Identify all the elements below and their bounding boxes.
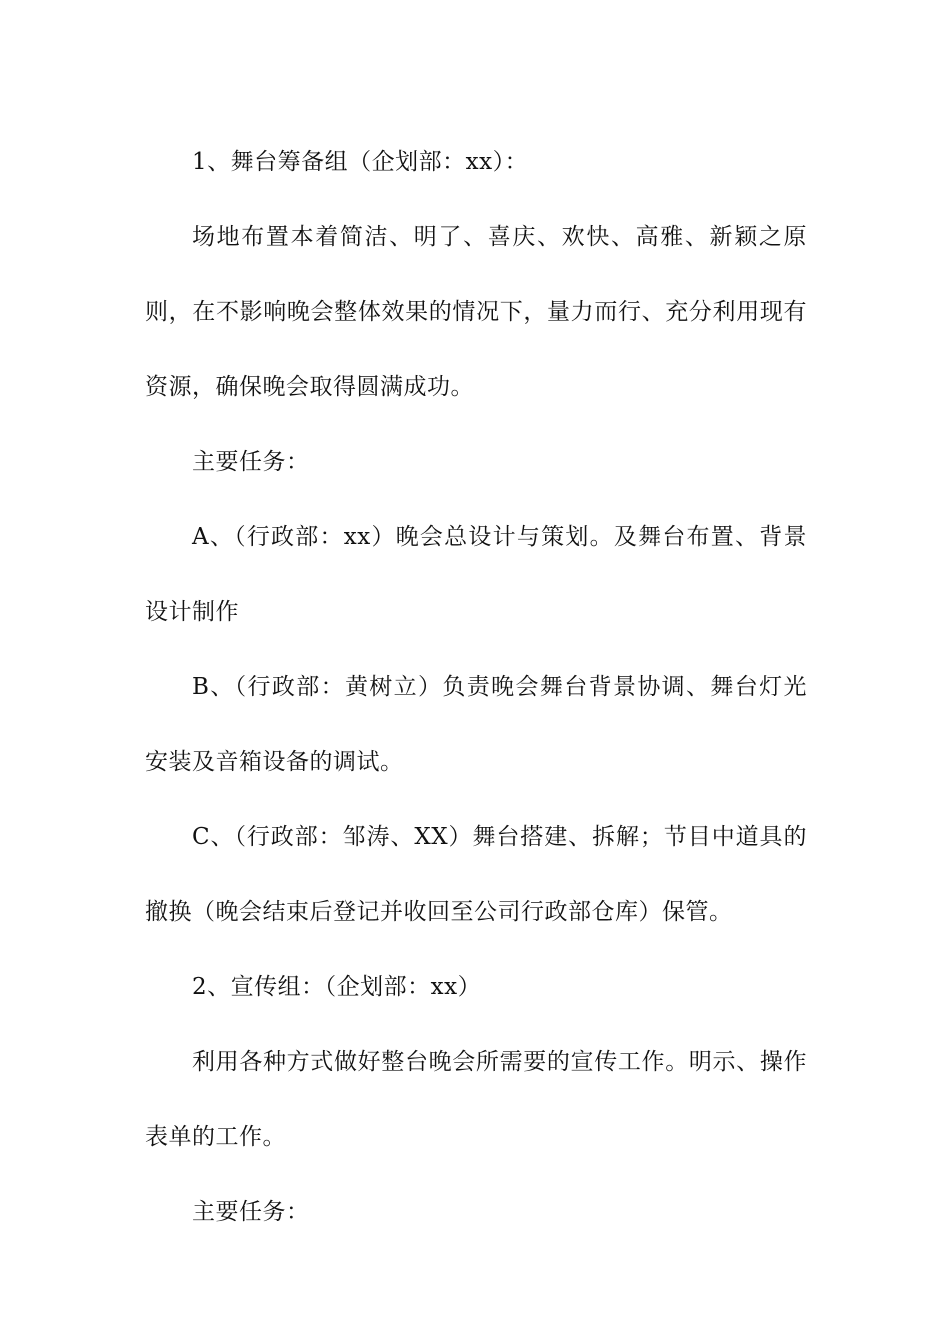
label-main-tasks: 主要任务：	[192, 449, 310, 475]
task-item-c: C、（行政部：邹涛、XX）舞台搭建、拆解；节目中道具的撤换（晚会结束后登记并收回至公司行政部仓库）保管。	[145, 824, 807, 925]
task-item-a: A、（行政部：xx）晚会总设计与策划。及舞台布置、背景设计制作	[145, 524, 807, 625]
heading-stage-prep-group: 1、舞台筹备组（企划部：xx）：	[192, 149, 529, 175]
paragraph-publicity-work: 利用各种方式做好整台晚会所需要的宣传工作。明示、操作表单的工作。	[145, 1049, 807, 1150]
heading-publicity-group: 2、宣传组：（企划部：xx）	[192, 974, 482, 1000]
label-main-tasks-2: 主要任务：	[192, 1199, 310, 1225]
paragraph-venue-principles: 场地布置本着简洁、明了、喜庆、欢快、高雅、新颖之原则，在不影响晚会整体效果的情况下，量力而行、充分利用现有资源，确保晚会取得圆满成功。	[145, 224, 807, 400]
task-item-b: B、（行政部：黄树立）负责晚会舞台背景协调、舞台灯光安装及音箱设备的调试。	[145, 674, 807, 775]
document-body	[145, 125, 807, 1250]
